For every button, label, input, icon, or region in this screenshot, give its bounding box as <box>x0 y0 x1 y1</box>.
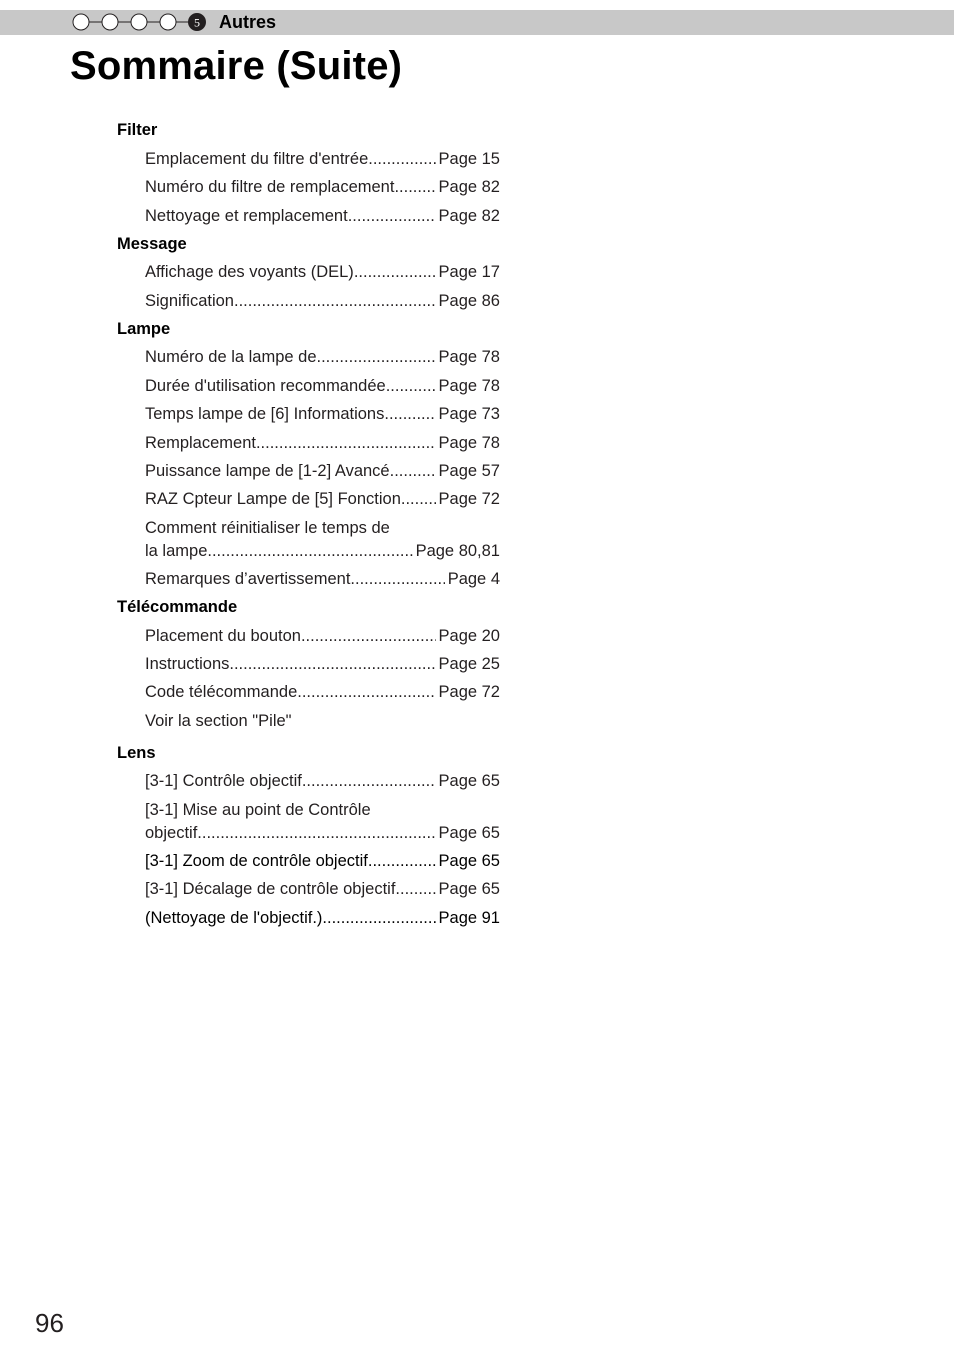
index-entry: la lampe ..... Page 80,81 <box>145 541 500 561</box>
index-entry: Affichage des voyants (DEL) ..... Page 17 <box>145 262 500 282</box>
index-entry-line1: [3-1] Mise au point de Contrôle <box>145 801 371 819</box>
page-title: Sommaire (Suite) <box>70 44 403 88</box>
page-number: 96 <box>35 1308 64 1338</box>
index-entry: Signification ..... Page 86 <box>145 291 500 311</box>
chapter-marker-number: 5 <box>194 15 200 30</box>
chapter-name: Autres <box>219 12 277 32</box>
section-title-message: Message <box>117 235 187 253</box>
section-title-lens: Lens <box>117 744 156 762</box>
index-entry: Numéro de la lampe de ..... Page 78 <box>145 347 500 367</box>
index-entry: [3-1] Contrôle objectif ..... Page 65 <box>145 771 500 791</box>
index-entry: Durée d'utilisation recommandée ..... Page 78 <box>145 376 500 396</box>
index-entry: Puissance lampe de [1-2] Avancé ..... Page 57 <box>145 461 500 481</box>
index-entry: [3-1] Décalage de contrôle objectif ..... Page 65 <box>145 879 500 899</box>
index-entry: Code télécommande ..... Page 72 <box>145 682 500 702</box>
index-entry: Placement du bouton ..... Page 20 <box>145 626 500 646</box>
section-title-filter: Filter <box>117 121 158 139</box>
index-entry: Remarques d’avertissement ..... Page 4 <box>145 569 500 589</box>
index-entry-line1: Comment réinitialiser le temps de <box>145 519 390 537</box>
index-entry: [3-1] Zoom de contrôle objectif ..... Page 65 <box>145 851 500 871</box>
index-entry: Nettoyage et remplacement ..... Page 82 <box>145 206 500 226</box>
index-entry: RAZ Cpteur Lampe de [5] Fonction ..... Page 72 <box>145 489 500 509</box>
index-entry: objectif ..... Page 65 <box>145 823 500 843</box>
index-entry: Remplacement ..... Page 78 <box>145 433 500 453</box>
section-title-lampe: Lampe <box>117 320 171 338</box>
index-entry: (Nettoyage de l'objectif.) ..... Page 91 <box>145 908 500 928</box>
chapter-progress-icon <box>72 13 212 31</box>
index-entry: Numéro du filtre de remplacement ..... Page 82 <box>145 177 500 197</box>
index-entry: Voir la section "Pile" <box>145 712 292 730</box>
section-title-telecommande: Télécommande <box>117 598 238 616</box>
index-entry: Instructions ..... Page 25 <box>145 654 500 674</box>
index-entry: Temps lampe de [6] Informations ..... Page 73 <box>145 404 500 424</box>
index-entry: Emplacement du filtre d'entrée ..... Page 15 <box>145 149 500 169</box>
